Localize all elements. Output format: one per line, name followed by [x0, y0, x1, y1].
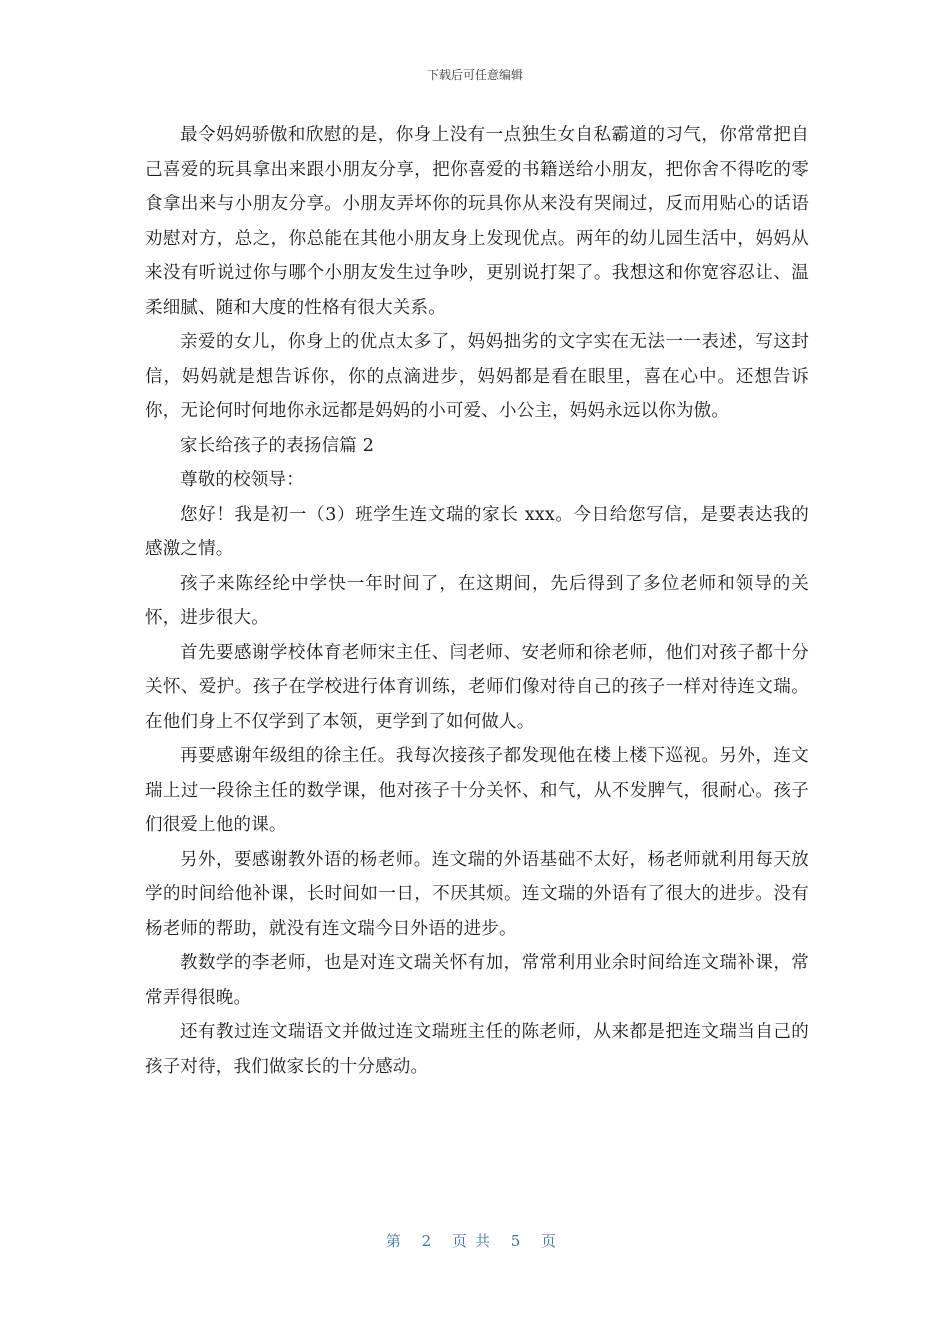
paragraph: 亲爱的女儿，你身上的优点太多了，妈妈拙劣的文字实在无法一一表述，写这封信，妈妈就是想告诉你，你的点滴进步，妈妈都是看在眼里，喜在心中。还想告诉你，无论何时何地你永远都是妈妈的小可爱、小公主，妈妈永远以你为傲。 — [145, 332, 809, 421]
paragraph: 另外，要感谢教外语的杨老师。连文瑞的外语基础不太好，杨老师就利用每天放学的时间给他补课，长时间如一日，不厌其烦。连文瑞的外语有了很大的进步。没有杨老师的帮助，就没有连文瑞今日外语的进步。 — [145, 849, 809, 939]
paragraph: 您好！我是初一（3）班学生连文瑞的家长 xxx。今日给您写信，是要表达我的感激之情。 — [145, 504, 809, 559]
page-number: 第 2 页共 5 页 — [385, 1232, 565, 1250]
paragraph: 首先要感谢学校体育老师宋主任、闫老师、安老师和徐老师，他们对孩子都十分关怀、爱护。孩子在学校进行体育训练，老师们像对待自己的孩子一样对待连文瑞。在他们身上不仅学到了本领，更学到了如何做人。 — [145, 642, 809, 732]
salutation: 尊敬的校领导： — [180, 470, 304, 490]
paragraph: 教数学的李老师，也是对连文瑞关怀有加，常常利用业余时间给连文瑞补课，常常弄得很晚。 — [145, 953, 809, 1008]
paragraph: 孩子来陈经纶中学快一年时间了，在这期间，先后得到了多位老师和领导的关怀，进步很大。 — [145, 573, 809, 628]
paragraph: 再要感谢年级组的徐主任。我每次接孩子都发现他在楼上楼下巡视。另外，连文瑞上过一段徐主任的数学课，他对孩子十分关怀、和气，从不发脾气，很耐心。孩子们很爱上他的课。 — [145, 746, 809, 835]
document-body — [145, 118, 809, 1084]
section-heading: 家长给孩子的表扬信篇 2 — [180, 435, 375, 456]
page-header-note: 下载后可任意编辑 — [426, 68, 523, 82]
paragraph: 最令妈妈骄傲和欣慰的是，你身上没有一点独生女自私霸道的习气，你常常把自己喜爱的玩具拿出来跟小朋友分享，把你喜爱的书籍送给小朋友，把你舍不得吃的零食拿出来与小朋友分享。小朋友弄坏你的玩具你从来没有哭闹过，反而用贴心的话语劝慰对方，总之，你总能在其他小朋友身上发现优点。两年的幼儿园生活中，妈妈从来没有听说过你与哪个小朋友发生过争吵，更别说打架了。我想这和你宽容忍让、温柔细腻、随和大度的性格有很大关系。 — [145, 125, 809, 318]
paragraph: 还有教过连文瑞语文并做过连文瑞班主任的陈老师，从来都是把连文瑞当自己的孩子对待，我们做家长的十分感动。 — [145, 1022, 809, 1077]
